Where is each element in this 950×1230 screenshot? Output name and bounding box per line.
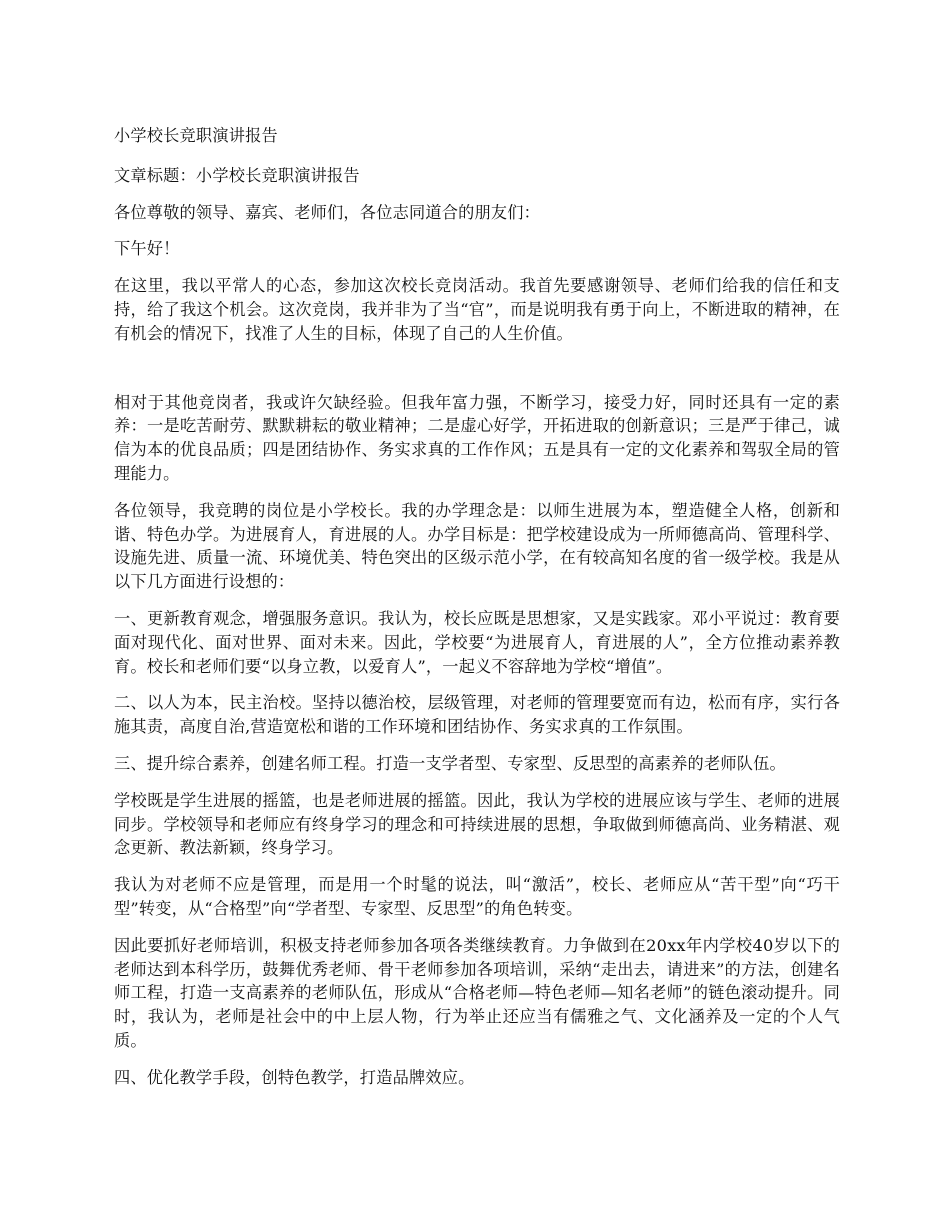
paragraph-qualities: 相对于其他竞岗者，我或许欠缺经验。但我年富力强，不断学习，接受力好，同时还具有一定的素养：一是吃苦耐劳、默默耕耘的敬业精神；二是虚心好学，开拓进取的创新意识；三是严于律己，诚信为本的优良品质；四是团结协作、务实求真的工作作风；五是具有一定的文化素养和驾驭全局的管理能力。 (114, 392, 840, 483)
paragraph-point-two: 二、以人为本，民主治校。坚持以德治校，层级管理，对老师的管理要宽而有边，松而有序，实行各施其责，高度自治,营造宽松和谐的工作环境和团结协作、务实求真的工作氛围。 (114, 693, 840, 737)
paragraph-point-one: 一、更新教育观念，增强服务意识。我认为，校长应既是思想家，又是实践家。邓小平说过：教育要面对现代化、面对世界、面对未来。因此，学校要“为进展育人，育进展的人”，全方位推动素养教育。校长和老师们要“以身立教，以爱育人”，一起义不容辞地为学校“增值”。 (114, 608, 840, 676)
paragraph-teacher-growth: 学校既是学生进展的摇篮，也是老师进展的摇篮。因此，我认为学校的进展应该与学生、老师的进展同步。学校领导和老师应有终身学习的理念和可持续进展的思想，争取做到师德高尚、业务精湛、观念更新、教法新颖，终身学习。 (114, 790, 840, 858)
salutation: 各位尊敬的领导、嘉宾、老师们，各位志同道合的朋友们： (114, 202, 541, 222)
greeting: 下午好！ (114, 239, 180, 259)
paragraph-gap (114, 359, 840, 391)
document-title: 小学校长竞职演讲报告 (114, 126, 278, 145)
document-body (114, 124, 840, 1103)
paragraph-point-four: 四、优化教学手段，创特色教学，打造品牌效应。 (114, 1067, 475, 1087)
paragraph-point-three: 三、提升综合素养，创建名师工程。打造一支学者型、专家型、反思型的高素养的老师队伍。 (114, 753, 786, 773)
article-title-line: 文章标题：小学校长竞职演讲报告 (114, 165, 360, 185)
paragraph-philosophy: 各位领导，我竞聘的岗位是小学校长。我的办学理念是：以师生进展为本，塑造健全人格，创新和谐、特色办学。为进展育人，育进展的人。办学目标是：把学校建设成为一所师德高尚、管理科学、设施先进、质量一流、环境优美、特色突出的区级示范小学，在有较高知名度的省一级学校。我是从以下几方面进行设想的： (114, 500, 840, 592)
paragraph-intro: 在这里，我以平常人的心态，参加这次校长竞岗活动。我首先要感谢领导、老师们给我的信任和支持，给了我这个机会。这次竞岗，我并非为了当“官”，而是说明我有勇于向上，不断进取的精神，在有机会的情况下，找准了人生的目标，体现了自己的人生价值。 (114, 276, 840, 343)
paragraph-training: 因此要抓好老师培训，积极支持老师参加各项各类继续教育。力争做到在20xx年内学校40岁以下的老师达到本科学历，鼓舞优秀老师、骨干老师参加各项培训，采纳“走出去，请进来”的方法，创建名师工程，打造一支高素养的老师队伍，形成从“合格老师—特色老师—知名老师”的链色滚动提升。同时，我认为，老师是社会中的中上层人物，行为举止还应当有儒雅之气、文化涵养及一定的个人气质。 (114, 935, 840, 1050)
paragraph-activation: 我认为对老师不应是管理，而是用一个时髦的说法，叫“激活”，校长、老师应从“苦干型”向“巧干型”转变，从“合格型”向“学者型、专家型、反思型”的角色转变。 (114, 875, 840, 918)
